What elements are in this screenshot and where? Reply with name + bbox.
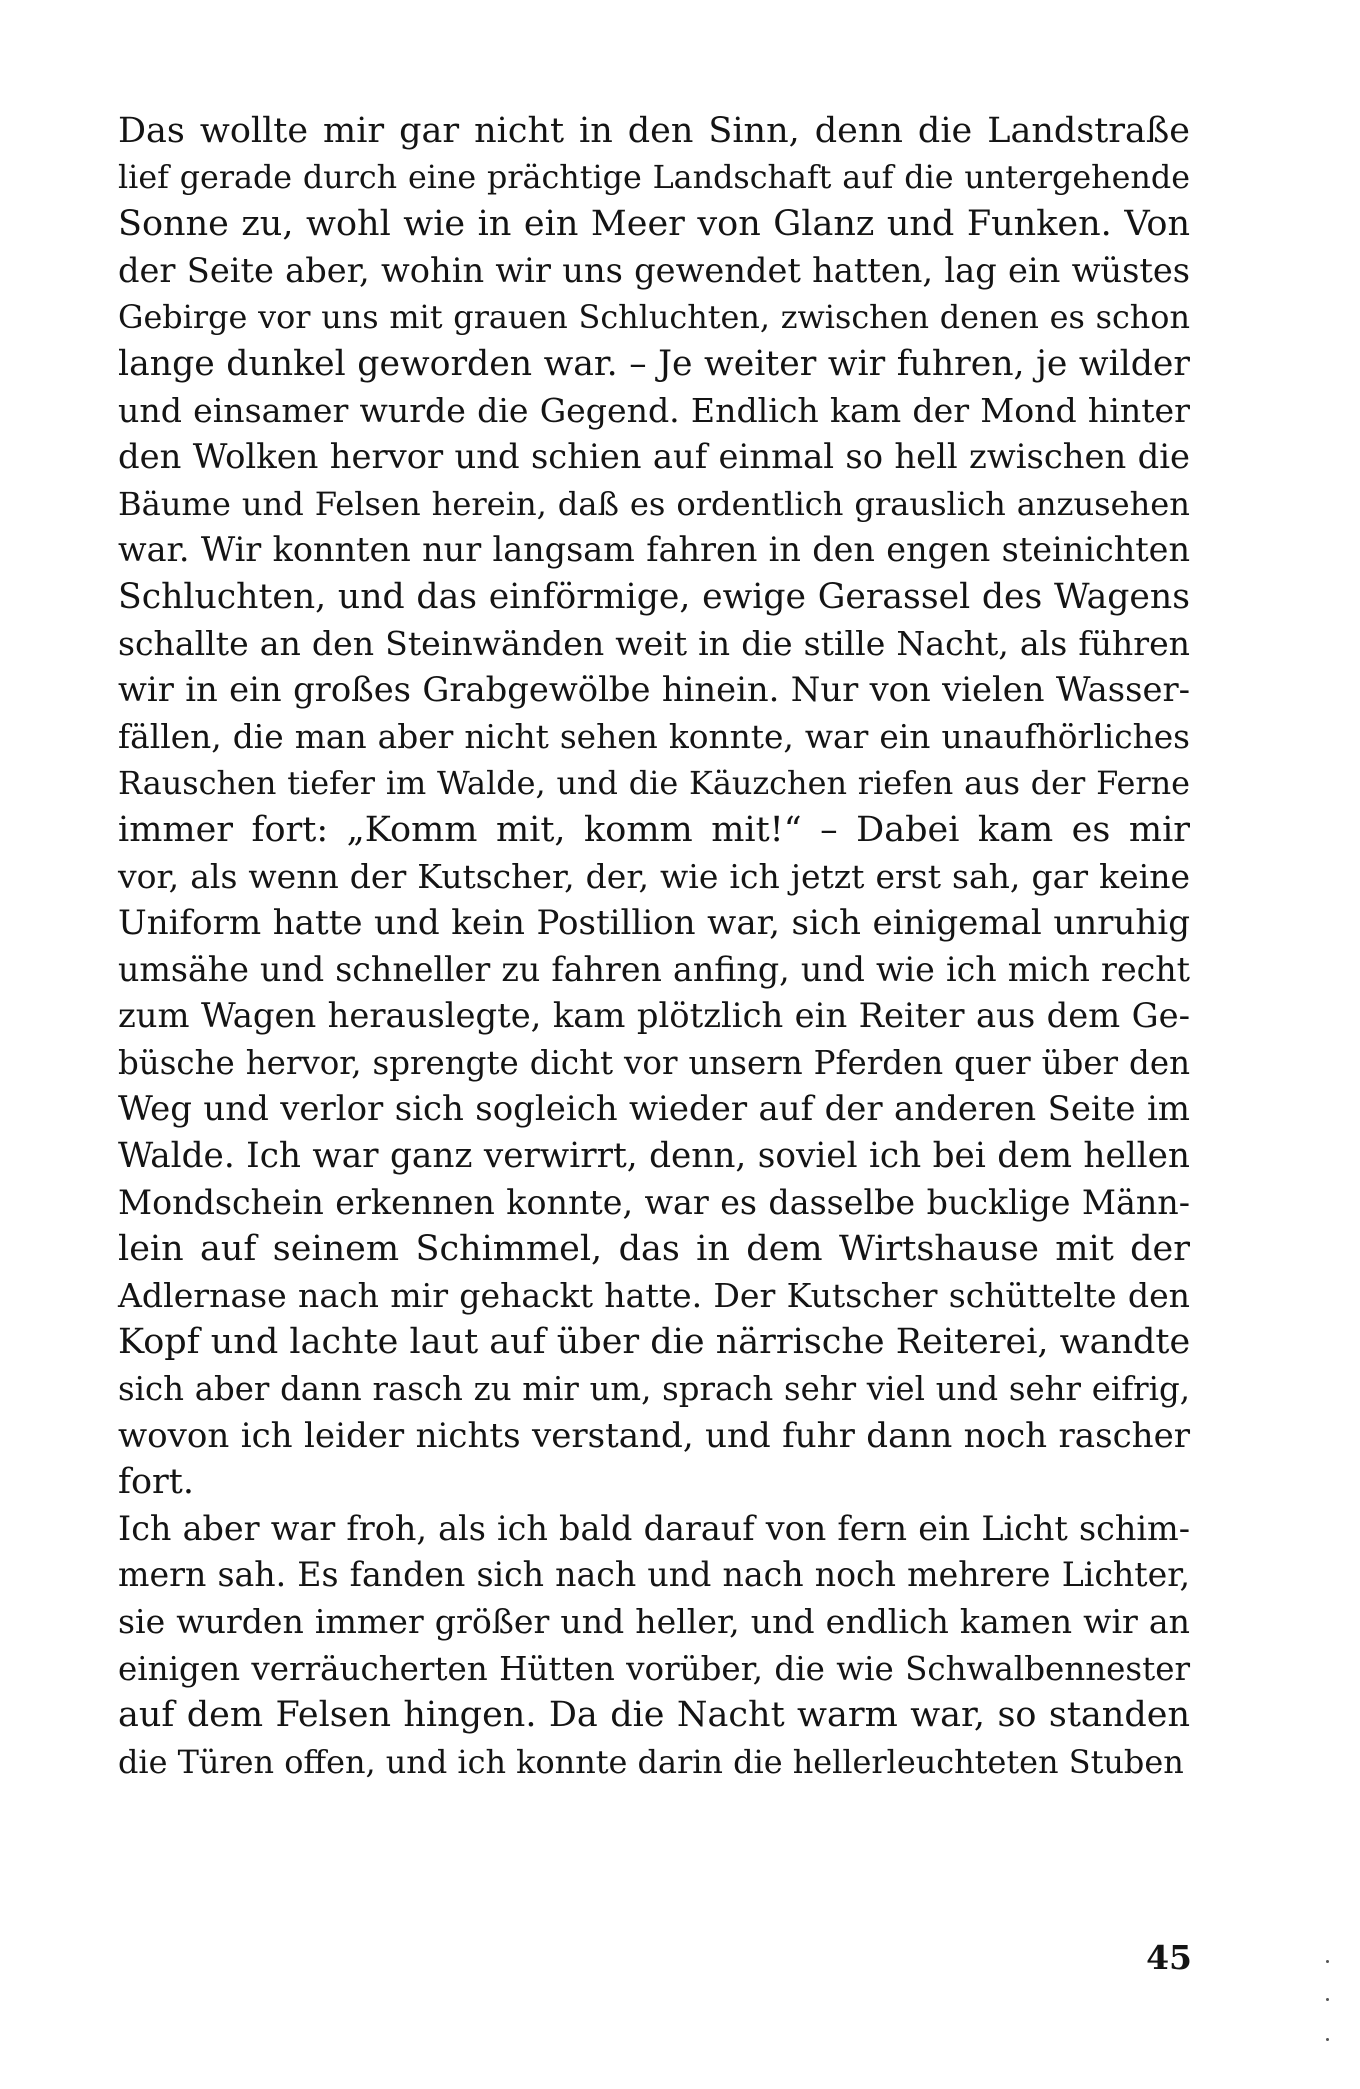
text-line: lange dunkel geworden war. – Je weiter wir fuhren, je wilder xyxy=(118,343,1190,384)
text-line: Uniform hatte und kein Postillion war, sich einigemal unruhig xyxy=(118,903,1190,944)
text-line: Ich aber war froh, als ich bald darauf von fern ein Licht schim- xyxy=(118,1508,1190,1548)
text-line: die Türen offen, und ich konnte darin die hellerleuchteten Stuben xyxy=(118,1742,1184,1781)
text-line: immer fort: „Komm mit, komm mit!“ – Dabei kam es mir xyxy=(118,809,1190,850)
text-line: Rauschen tiefer im Walde, und die Käuzchen riefen aus der Ferne xyxy=(118,764,1190,803)
margin-speck xyxy=(1326,2038,1329,2041)
body-text xyxy=(118,108,1190,1785)
text-line: umsähe und schneller zu fahren anfing, und wie ich mich recht xyxy=(118,949,1190,989)
paragraph xyxy=(118,108,1190,1506)
text-line: fällen, die man aber nicht sehen konnte, war ein unaufhörliches xyxy=(118,717,1190,756)
text-line: Kopf und lachte laut auf über die närrische Reiterei, wandte xyxy=(118,1322,1191,1363)
text-line: Weg und verlor sich sogleich wieder auf der anderen Seite im xyxy=(118,1089,1190,1130)
text-line: wovon ich leider nichts verstand, und fuhr dann noch rascher xyxy=(118,1415,1190,1456)
text-line: lein auf seinem Schimmel, das in dem Wirtshause mit der xyxy=(118,1229,1190,1270)
text-line: vor, als wenn der Kutscher, der, wie ich jetzt erst sah, gar keine xyxy=(118,856,1190,896)
text-line: und einsamer wurde die Gegend. Endlich kam der Mond hinter xyxy=(118,390,1190,430)
text-line: Das wollte mir gar nicht in den Sinn, denn die Landstraße xyxy=(118,111,1190,151)
text-line: sie wurden immer größer und heller, und endlich kamen wir an xyxy=(118,1602,1190,1641)
text-line: sich aber dann rasch zu mir um, sprach sehr viel und sehr eifrig, xyxy=(118,1370,1190,1409)
page-number: 45 xyxy=(1146,1938,1192,1977)
text-line: Walde. Ich war ganz verwirrt, denn, soviel ich bei dem hellen xyxy=(118,1136,1190,1177)
text-line: Adlernase nach mir gehackt hatte. Der Kutscher schüttelte den xyxy=(118,1275,1190,1315)
margin-speck xyxy=(1326,1998,1329,2001)
text-line: lief gerade durch eine prächtige Landschaft auf die untergehende xyxy=(118,159,1190,196)
margin-marks xyxy=(1326,1960,1332,2080)
text-line: fort. xyxy=(118,1462,194,1503)
text-line: einigen verräucherten Hütten vorüber, die wie Schwalbennester xyxy=(118,1649,1190,1688)
text-line: der Seite aber, wohin wir uns gewendet hatten, lag ein wüstes xyxy=(118,250,1190,290)
text-line: mern sah. Es fanden sich nach und nach noch mehrere Lichter, xyxy=(118,1555,1190,1595)
text-line: auf dem Felsen hingen. Da die Nacht warm war, so standen xyxy=(118,1695,1190,1736)
text-line: Bäume und Felsen herein, daß es ordentlich grauslich anzusehen xyxy=(118,484,1190,523)
text-line: Mondschein erkennen konnte, war es dasselbe bucklige Männ- xyxy=(118,1182,1190,1222)
text-line: Sonne zu, wohl wie in ein Meer von Glanz und Funken. Von xyxy=(118,204,1190,245)
text-line: wir in ein großes Grabgewölbe hinein. Nur von vielen Wasser- xyxy=(118,670,1190,710)
text-line: den Wolken hervor und schien auf einmal so hell zwischen die xyxy=(118,437,1190,477)
text-line: büsche hervor, sprengte dicht vor unsern Pferden quer über den xyxy=(118,1043,1190,1082)
text-line: Schluchten, und das einförmige, ewige Gerassel des Wagens xyxy=(118,576,1190,617)
margin-speck xyxy=(1326,1960,1329,1963)
paragraph xyxy=(118,1506,1190,1786)
text-line: zum Wagen herauslegte, kam plötzlich ein Reiter aus dem Ge- xyxy=(118,996,1190,1036)
text-line: war. Wir konnten nur langsam fahren in den engen steinichten xyxy=(118,530,1190,570)
text-line: Gebirge vor uns mit grauen Schluchten, zwischen denen es schon xyxy=(118,298,1190,337)
text-line: schallte an den Steinwänden weit in die stille Nacht, als führen xyxy=(118,623,1190,663)
